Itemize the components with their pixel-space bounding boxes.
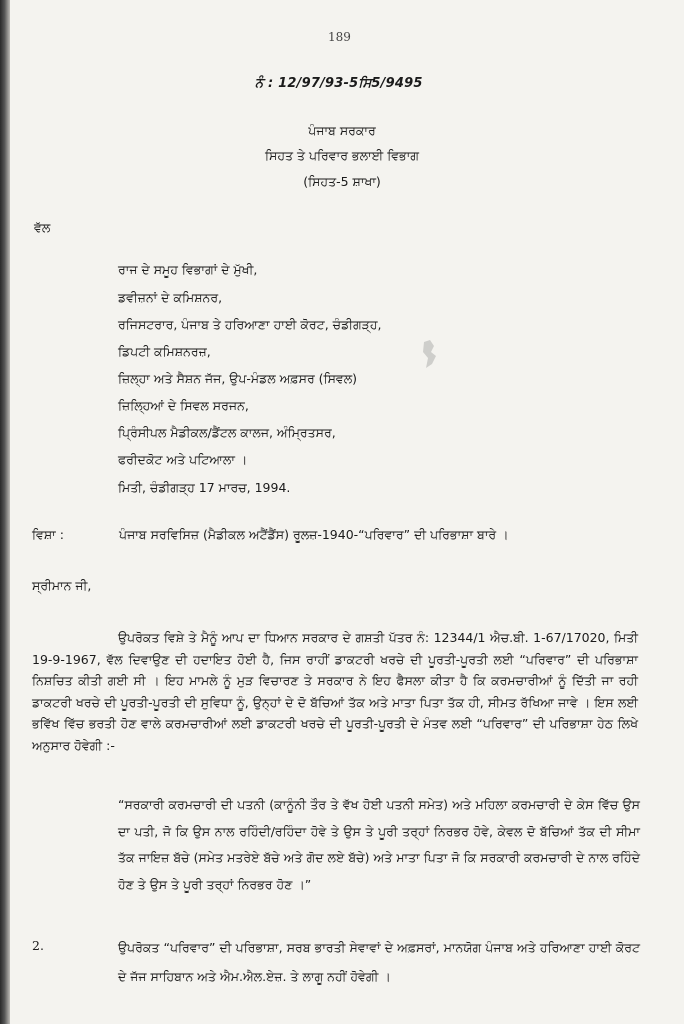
family-definition-quote: “ਸਰਕਾਰੀ ਕਰਮਚਾਰੀ ਦੀ ਪਤਨੀ (ਕਾਨੂੰਨੀ ਤੌਰ ਤੇ ਵੱਖ ਹੋਈ ਪਤਨੀ ਸਮੇਤ) ਅਤੇ ਮਹਿਲਾ ਕਰਮਚਾਰੀ ਦੇ ਕੇਸ ਵਿੱਚ ਉਸ ਦਾ ਪਤੀ, ਜੋ ਕਿ ਉਸ ਨਾਲ ਰਹਿੰਦੀ/ਰਹਿੰਦਾ ਹੋਵੇ ਤੇ ਉਸ ਤੇ ਪੂਰੀ ਤਰ੍ਹਾਂ ਨਿਰਭਰ ਹੋਵੇ, ਕੇਵਲ ਦੋ ਬੱਚਿਆਂ ਤੱਕ ਦੀ ਸੀਮਾ ਤੱਕ ਜਾਇਜ਼ ਬੱਚੇ (ਸਮੇਤ ਮਤਰੇਏ ਬੱਚੇ ਅਤੇ ਗੋਦ ਲਏ ਬੱਚੇ) ਅਤੇ ਮਾਤਾ ਪਿਤਾ ਜੋ ਕਿ ਸਰਕਾਰੀ ਕਰਮਚਾਰੀ ਦੇ ਨਾਲ ਰਹਿੰਦੇ ਹੋਣ ਤੇ ਉਸ ਤੇ ਪੂਰੀ ਤਰ੍ਹਾਂ ਨਿਰਭਰ ਹੋਣ ।”	[118, 797, 640, 892]
date-line: ਮਿਤੀ, ਚੰਡੀਗੜ੍ਹ 17 ਮਾਰਚ, 1994.	[118, 480, 291, 495]
addressee-line: ਰਜਿਸਟਰਾਰ, ਪੰਜਾਬ ਤੇ ਹਰਿਆਣਾ ਹਾਈ ਕੋਰਟ, ਚੰਡੀਗੜ੍ਹ,	[118, 317, 382, 332]
addressee-line: ਪ੍ਰਿੰਸੀਪਲ ਮੈਡੀਕਲ/ਡੈਂਟਲ ਕਾਲਜ, ਅੰਮ੍ਰਿਤਸਰ,	[118, 425, 336, 440]
subject-label: ਵਿਸ਼ਾ :	[32, 527, 64, 542]
salutation: ਸ੍ਰੀਮਾਨ ਜੀ,	[32, 578, 92, 593]
addressee-line: ਜ਼ਿਲ੍ਹਿਆਂ ਦੇ ਸਿਵਲ ਸਰਜਨ,	[118, 398, 249, 413]
page-number: 189	[328, 30, 351, 44]
to-label: ਵੱਲ	[34, 220, 51, 235]
subject-text: ਪੰਜਾਬ ਸਰਵਿਸਿਜ਼ (ਮੈਡੀਕਲ ਅਟੈਂਡੈਂਸ) ਰੂਲਜ਼-1940-“ਪਰਿਵਾਰ” ਦੀ ਪਰਿਭਾਸ਼ਾ ਬਾਰੇ ।	[119, 527, 509, 542]
header-branch: (ਸਿਹਤ-5 ਸ਼ਾਖਾ)	[303, 174, 381, 189]
addressee-line: ਜ਼ਿਲ੍ਹਾ ਅਤੇ ਸੈਸ਼ਨ ਜੱਜ, ਉਪ-ਮੰਡਲ ਅਫ਼ਸਰ (ਸਿਵਲ)	[118, 371, 358, 386]
addressee-line: ਡਿਪਟੀ ਕਮਿਸ਼ਨਰਜ਼,	[118, 344, 211, 359]
faint-stamp-mark	[420, 338, 442, 372]
paragraph-number: 2.	[32, 938, 44, 953]
paragraph-1: ਉਪਰੋਕਤ ਵਿਸ਼ੇ ਤੇ ਮੈਨੂੰ ਆਪ ਦਾ ਧਿਆਨ ਸਰਕਾਰ ਦੇ ਗਸ਼ਤੀ ਪੱਤਰ ਨੰ: 12344/1 ਐਚ.ਬੀ. 1-67/17020, ਮਿਤੀ 19-9-1967, ਵੱਲ ਦਿਵਾਉਣ ਦੀ ਹਦਾਇਤ ਹੋਈ ਹੈ, ਜਿਸ ਰਾਹੀਂ ਡਾਕਟਰੀ ਖਰਚੇ ਦੀ ਪੂਰਤੀ-ਪੂਰਤੀ ਲਈ “ਪਰਿਵਾਰ” ਦੀ ਪਰਿਭਾਸ਼ਾ ਨਿਸ਼ਚਿਤ ਕੀਤੀ ਗਈ ਸੀ । ਇਹ ਮਾਮਲੇ ਨੂੰ ਮੁੜ ਵਿਚਾਰਣ ਤੇ ਸਰਕਾਰ ਨੇ ਇਹ ਫੈਸਲਾ ਕੀਤਾ ਹੈ ਕਿ ਕਰਮਚਾਰੀਆਂ ਨੂੰ ਦਿੱਤੀ ਜਾ ਰਹੀ ਡਾਕਟਰੀ ਖਰਚੇ ਦੀ ਪੂਰਤੀ-ਪੂਰਤੀ ਦੀ ਸੁਵਿਧਾ ਨੂੰ, ਉਨ੍ਹਾਂ ਦੇ ਦੋ ਬੱਚਿਆਂ ਤੱਕ ਅਤੇ ਮਾਤਾ ਪਿਤਾ ਤੱਕ ਹੀ, ਸੀਮਤ ਰੱਖਿਆ ਜਾਵੇ । ਇਸ ਲਈ ਭਵਿੱਖ ਵਿੱਚ ਭਰਤੀ ਹੋਣ ਵਾਲੇ ਕਰਮਚਾਰੀਆਂ ਲਈ ਡਾਕਟਰੀ ਖਰਚੇ ਦੀ ਪੂਰਤੀ-ਪੂਰਤੀ ਦੇ ਮੰਤਵ ਲਈ “ਪਰਿਵਾਰ” ਦੀ ਪਰਿਭਾਸ਼ਾ ਹੇਠ ਲਿਖੇ ਅਨੁਸਾਰ ਹੋਵੇਗੀ :-	[32, 630, 638, 753]
addressee-line: ਫਰੀਦਕੋਟ ਅਤੇ ਪਟਿਆਲਾ ।	[118, 452, 248, 467]
header-department: ਸਿਹਤ ਤੇ ਪਰਿਵਾਰ ਭਲਾਈ ਵਿਭਾਗ	[265, 148, 419, 163]
addressee-line: ਡਵੀਜ਼ਨਾਂ ਦੇ ਕਮਿਸ਼ਨਰ,	[118, 290, 223, 305]
header-government: ਪੰਜਾਬ ਸਰਕਾਰ	[308, 123, 376, 138]
reference-number: ਨੰ : 12/97/93-5ਸਿ5/9495	[255, 76, 423, 91]
addressee-line: ਰਾਜ ਦੇ ਸਮੂਹ ਵਿਭਾਗਾਂ ਦੇ ਮੁੱਖੀ,	[118, 262, 258, 277]
paragraph-2: ਉਪਰੋਕਤ “ਪਰਿਵਾਰ” ਦੀ ਪਰਿਭਾਸ਼ਾ, ਸਰਬ ਭਾਰਤੀ ਸੇਵਾਵਾਂ ਦੇ ਅਫ਼ਸਰਾਂ, ਮਾਨਯੋਗ ਪੰਜਾਬ ਅਤੇ ਹਰਿਆਣਾ ਹਾਈ ਕੋਰਟ ਦੇ ਜੱਜ ਸਾਹਿਬਾਨ ਅਤੇ ਐਮ.ਐਲ.ਏਜ਼. ਤੇ ਲਾਗੂ ਨਹੀਂ ਹੋਵੇਗੀ ।	[118, 940, 640, 984]
